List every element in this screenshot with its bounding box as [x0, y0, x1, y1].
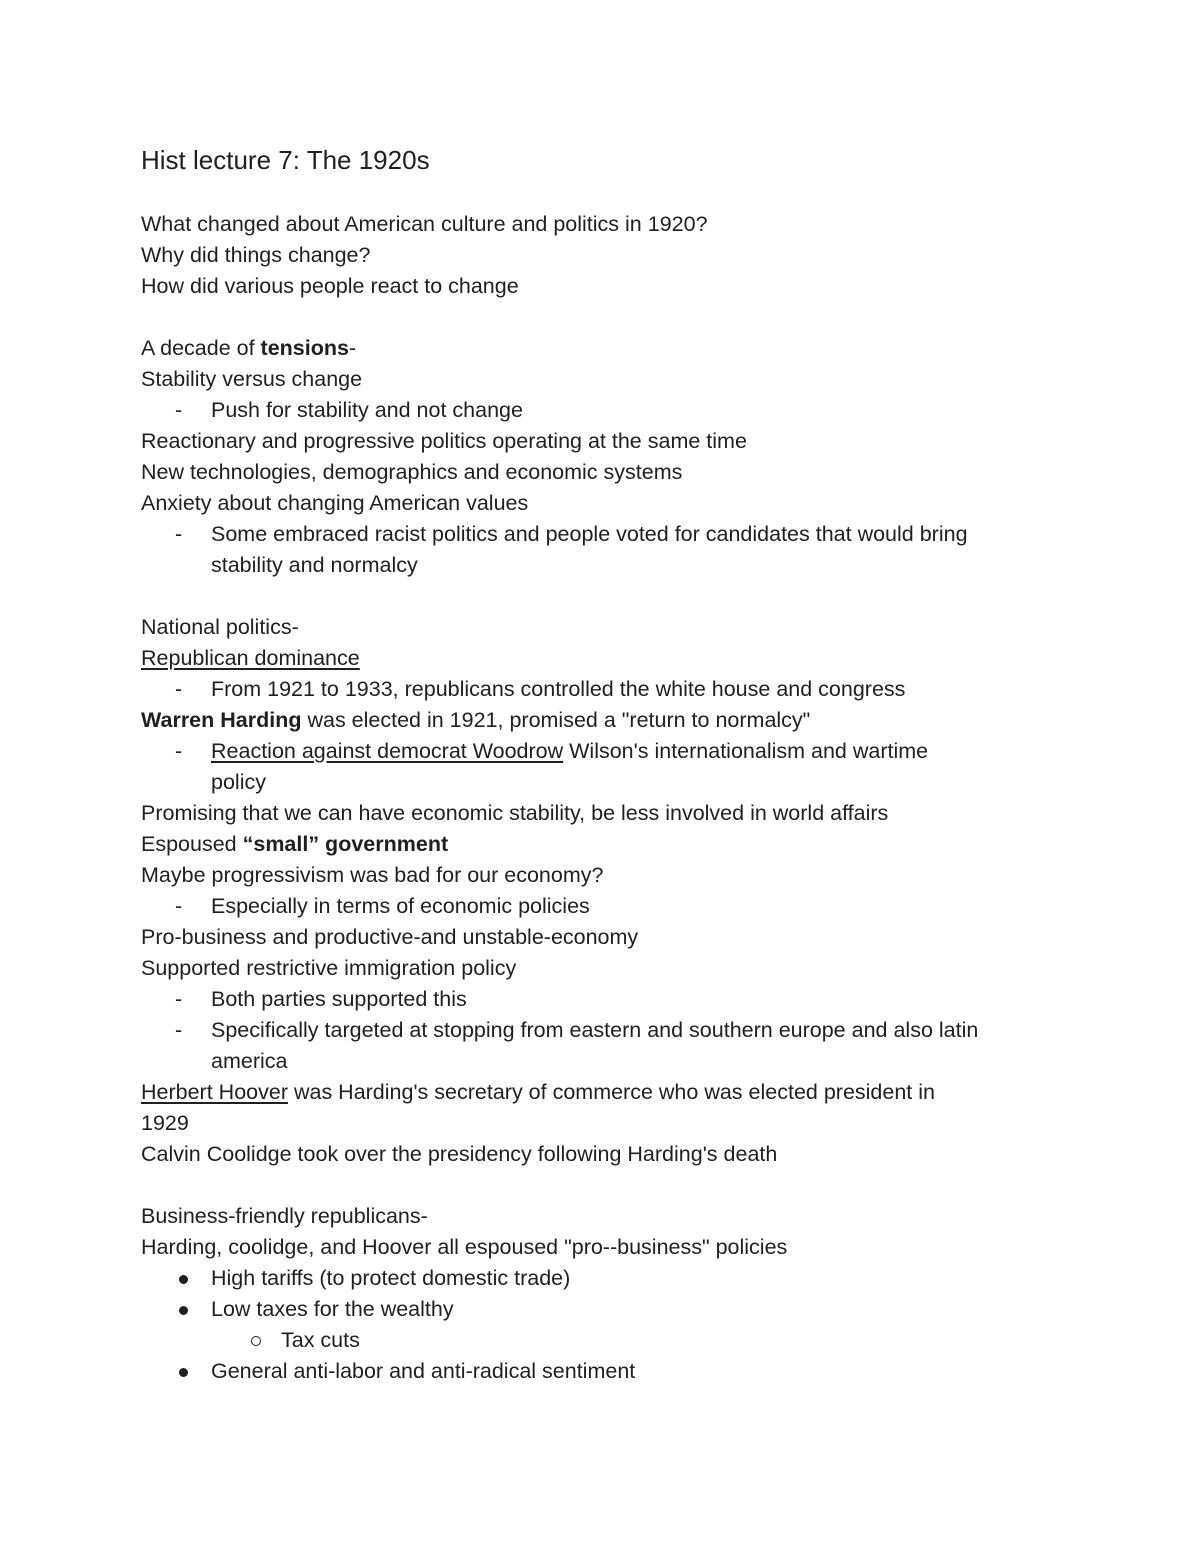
harding-line: [141, 705, 1071, 736]
document-title: Hist lecture 7: The 1920s: [141, 145, 430, 175]
list-item: [141, 519, 1071, 581]
reaction-underlined: Reaction against democrat Woodrow: [211, 739, 564, 763]
spacer: [141, 1170, 1071, 1201]
bullet-item-text: High tariffs (to protect domestic trade): [211, 1266, 571, 1290]
tensions-heading-text: A decade of: [141, 336, 261, 360]
promising-line: Promising that we can have economic stability, be less involved in world affairs: [141, 801, 889, 825]
question-3: How did various people react to change: [141, 274, 519, 298]
hoover-underlined: Herbert Hoover: [141, 1080, 288, 1104]
question-2: Why did things change?: [141, 243, 371, 267]
list-item-text: From 1921 to 1933, republicans controlled the white house and congress: [211, 677, 906, 701]
list-item-text: Especially in terms of economic policies: [211, 894, 590, 918]
sub-bullet-item-text: Tax cuts: [281, 1328, 360, 1352]
bullet-item: [141, 1294, 1071, 1325]
hoover-line-cont: 1929: [141, 1111, 189, 1135]
list-item-text-cont: america: [211, 1049, 288, 1073]
dash-marker: -: [175, 1018, 183, 1042]
list-item: [141, 674, 1071, 705]
tensions-heading-dash: -: [348, 336, 357, 360]
republican-dominance: [141, 643, 1071, 674]
list-item-text: Both parties supported this: [211, 987, 467, 1011]
espoused-line: [141, 829, 1071, 860]
list-item-text: Push for stability and not change: [211, 398, 523, 422]
dash-marker: -: [175, 522, 183, 546]
hoover-rest: was Harding's secretary of commerce who was elected president in: [287, 1080, 935, 1104]
immigration-line: Supported restrictive immigration policy: [141, 956, 517, 980]
spacer: [141, 302, 1071, 333]
list-item: [141, 984, 1071, 1015]
technologies-line: New technologies, demographics and economic systems: [141, 460, 683, 484]
coolidge-line: Calvin Coolidge took over the presidency following Harding's death: [141, 1142, 778, 1166]
tensions-bold: tensions: [260, 336, 349, 360]
espoused-bold: “small” government: [242, 832, 449, 856]
dash-marker: -: [175, 677, 183, 701]
pro-business-line: Pro-business and productive-and unstable-economy: [141, 925, 639, 949]
sub-bullet-item: [141, 1325, 1071, 1356]
list-item-text: Specifically targeted at stopping from eastern and southern europe and also latin: [211, 1018, 979, 1042]
bullet-dot-icon: [179, 1368, 188, 1377]
list-item: [141, 1015, 1071, 1077]
bullet-item-text: Low taxes for the wealthy: [211, 1297, 454, 1321]
spacer: [141, 581, 1071, 612]
reactionary-line: Reactionary and progressive politics operating at the same time: [141, 429, 747, 453]
harding-bold: Warren Harding: [141, 708, 302, 732]
question-1: What changed about American culture and politics in 1920?: [141, 212, 708, 236]
bullet-dot-icon: [179, 1306, 188, 1315]
bullet-dot-icon: [179, 1275, 188, 1284]
republican-dominance-text: Republican dominance: [141, 646, 360, 670]
list-item-text: Some embraced racist politics and people voted for candidates that would bring: [211, 522, 968, 546]
list-item: [141, 736, 1071, 798]
espoused-text: Espoused: [141, 832, 243, 856]
dash-marker: -: [175, 987, 183, 1011]
list-item-text-cont: policy: [211, 770, 266, 794]
harding-rest: was elected in 1921, promised a "return to normalcy": [301, 708, 811, 732]
anxiety-line: Anxiety about changing American values: [141, 491, 529, 515]
bullet-item: [141, 1263, 1071, 1294]
bullet-circle-icon: [251, 1336, 261, 1346]
national-politics-heading: National politics-: [141, 615, 299, 639]
list-item: [141, 891, 1071, 922]
document-body: [141, 209, 1071, 1387]
business-heading: Business-friendly republicans-: [141, 1204, 428, 1228]
bullet-item: [141, 1356, 1071, 1387]
stability-line: Stability versus change: [141, 367, 363, 391]
bullet-item-text: General anti-labor and anti-radical sentiment: [211, 1359, 636, 1383]
tensions-heading: [141, 333, 1071, 364]
dash-marker: -: [175, 739, 183, 763]
maybe-line: Maybe progressivism was bad for our economy?: [141, 863, 604, 887]
dash-marker: -: [175, 894, 183, 918]
hoover-line: [141, 1077, 1071, 1108]
list-item: [141, 395, 1071, 426]
reaction-rest: Wilson's internationalism and wartime: [563, 739, 929, 763]
business-intro: Harding, coolidge, and Hoover all espoused "pro--business" policies: [141, 1235, 788, 1259]
dash-marker: -: [175, 398, 183, 422]
list-item-text-cont: stability and normalcy: [211, 553, 418, 577]
